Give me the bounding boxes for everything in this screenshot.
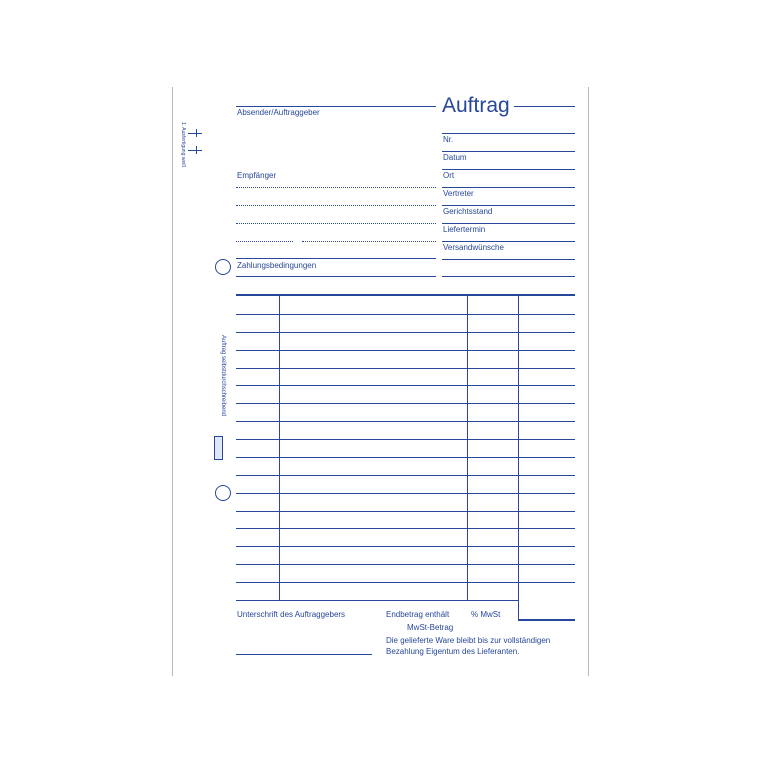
ownership-notice-1: Die gelieferte Ware bleibt bis zur vollständigen — [386, 636, 551, 645]
field-rule-4 — [442, 205, 575, 206]
footer-rule — [236, 600, 518, 601]
table-top-rule — [236, 294, 575, 296]
fold-tick-2 — [188, 150, 202, 151]
field-rule-8 — [442, 276, 575, 277]
signature-label: Unterschrift des Auftraggebers — [237, 610, 346, 619]
recipient-line-3[interactable] — [236, 223, 436, 224]
signature-line[interactable] — [236, 654, 372, 655]
table-col-2 — [467, 295, 468, 600]
table-row-rule — [236, 439, 575, 440]
recipient-label: Empfänger — [237, 171, 277, 180]
form-type-note: Auftrag selbstdurchschreibend — [220, 335, 226, 417]
table-row-rule — [236, 475, 575, 476]
field-rule-6 — [442, 241, 575, 242]
recipient-line-4b[interactable] — [302, 241, 436, 242]
form-title: Auftrag — [442, 94, 510, 117]
payment-label: Zahlungsbedingungen — [237, 261, 317, 270]
field-rule-1 — [442, 151, 575, 152]
field-rule-5 — [442, 223, 575, 224]
table-row-rule — [236, 564, 575, 565]
table-row-rule — [236, 403, 575, 404]
field-label-delivery-date: Liefertermin — [443, 225, 486, 234]
table-row-rule — [236, 582, 575, 583]
table-col-3 — [518, 295, 519, 620]
table-row-rule — [236, 421, 575, 422]
total-label: Endbetrag enthält — [386, 610, 450, 619]
table-row-rule — [236, 385, 575, 386]
table-col-1 — [279, 295, 280, 600]
table-row-rule — [236, 314, 575, 315]
table-row-rule — [236, 546, 575, 547]
sender-label: Absender/Auftraggeber — [237, 108, 320, 117]
table-row-rule — [236, 493, 575, 494]
table-row-rule — [236, 350, 575, 351]
fold-tick-1 — [188, 133, 202, 134]
order-form-sheet — [172, 87, 589, 676]
payment-line[interactable] — [236, 276, 436, 277]
fold-tick-2-v — [196, 146, 197, 154]
copy-note: 1. Ausfertigung weiß — [180, 122, 186, 168]
field-label-number: Nr. — [443, 135, 454, 144]
table-row-rule — [236, 528, 575, 529]
field-label-representative: Vertreter — [443, 189, 474, 198]
recipient-line-2[interactable] — [236, 205, 436, 206]
field-rule-3 — [442, 187, 575, 188]
field-label-shipping: Versandwünsche — [443, 243, 504, 252]
title-rule-right — [514, 106, 575, 107]
ownership-notice-2: Bezahlung Eigentum des Lieferanten. — [386, 647, 520, 656]
total-rule — [518, 619, 575, 621]
field-label-date: Datum — [443, 153, 467, 162]
brand-logo-icon — [214, 436, 223, 460]
title-rule-left — [236, 106, 436, 107]
table-row-rule — [236, 332, 575, 333]
punch-hole-top — [215, 259, 231, 275]
vat-amount-label: MwSt-Betrag — [407, 623, 454, 632]
field-label-place: Ort — [443, 171, 455, 180]
recipient-line-4a[interactable] — [236, 241, 293, 242]
punch-hole-bottom — [215, 485, 231, 501]
table-row-rule — [236, 457, 575, 458]
field-label-jurisdiction: Gerichtsstand — [443, 207, 493, 216]
field-rule-0 — [442, 133, 575, 134]
table-row-rule — [236, 511, 575, 512]
field-rule-7 — [442, 259, 575, 260]
fold-tick-1-v — [196, 129, 197, 137]
payment-rule — [236, 258, 436, 259]
vat-percent-label: % MwSt — [471, 610, 501, 619]
recipient-line-1[interactable] — [236, 187, 436, 188]
table-row-rule — [236, 368, 575, 369]
field-rule-2 — [442, 169, 575, 170]
